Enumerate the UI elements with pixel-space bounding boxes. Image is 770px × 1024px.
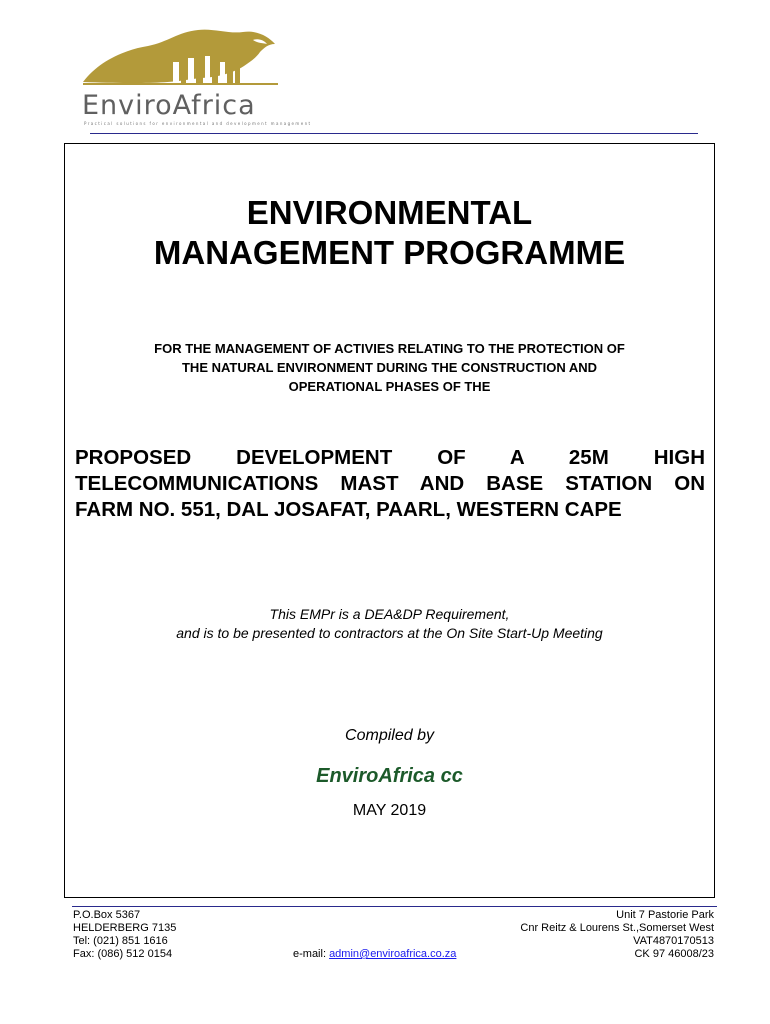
empr-requirement-note [64,605,715,643]
footer-physical-address [520,909,714,961]
subtitle-line-2: THE NATURAL ENVIRONMENT DURING THE CONSTRUCTION AND [181,360,598,375]
footer-left-line: Fax: (086) 512 0154 [73,948,173,960]
footer-right-line: Unit 7 Pastorie Park [616,909,714,921]
compiler-company: EnviroAfrica cc [316,765,463,787]
enviroafrica-logo [78,22,312,132]
subtitle-line-3: OPERATIONAL PHASES OF THE [288,379,491,394]
header-rule [90,133,698,134]
footer-right-line: VAT4870170513 [633,935,714,947]
title-line-2: MANAGEMENT PROGRAMME [153,234,626,271]
logo-tagline: Practical solutions for environmental and development management [84,121,312,126]
footer-right-line: Cnr Reitz & Lourens St.,Somerset West [520,922,714,934]
requirement-line-1: This EMPr is a DEA&DP Requirement, [269,606,510,622]
footer-postal-address [73,909,176,961]
footer-left-line: P.O.Box 5367 [73,909,141,921]
footer-left-line: HELDERBERG 7135 [73,922,177,934]
document-title [64,193,715,273]
logo-emblem-icon [78,22,293,92]
project-title [75,445,705,523]
logo-name: EnviroAfrica [82,90,256,121]
email-link[interactable]: admin@enviroafrica.co.za [329,948,457,960]
email-label: e-mail: [293,948,330,960]
footer-right-line: CK 97 46008/23 [634,948,714,960]
requirement-line-2: and is to be presented to contractors at the On Site Start-Up Meeting [176,625,603,641]
project-line-2: TELECOMMUNICATIONS MAST AND BASE STATION ON [75,472,705,495]
footer-email [293,948,456,961]
document-subtitle [84,339,695,396]
compiled-by-label: Compiled by [345,727,434,744]
title-line-1: ENVIRONMENTAL [246,194,533,231]
footer-rule [72,906,717,907]
footer-left-line: Tel: (021) 851 1616 [73,935,168,947]
document-date: MAY 2019 [352,802,427,819]
project-line-1: PROPOSED DEVELOPMENT OF A 25M HIGH [75,446,705,469]
project-line-3: FARM NO. 551, DAL JOSAFAT, PAARL, WESTERN CAPE [75,498,622,521]
subtitle-line-1: FOR THE MANAGEMENT OF ACTIVIES RELATING TO THE PROTECTION OF [154,341,625,356]
